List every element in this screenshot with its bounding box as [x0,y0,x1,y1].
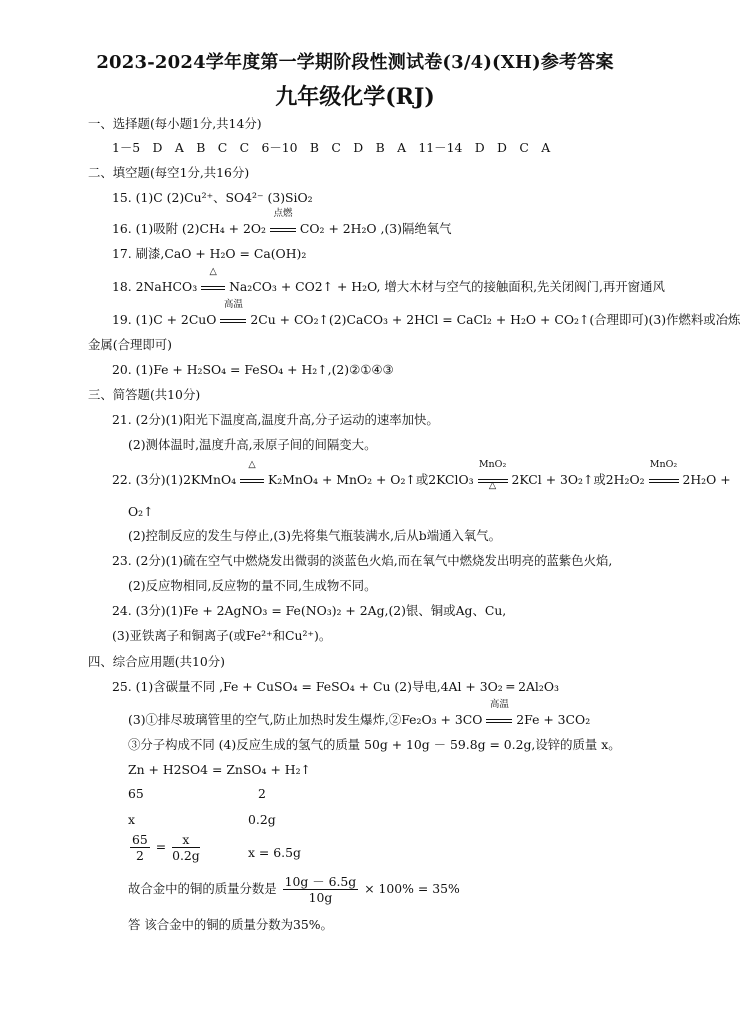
answer-19-continued: 金属(合理即可) [88,337,173,352]
answer-19 [112,299,740,328]
x-result: x = 6.5g [248,845,301,860]
answer-22-part4: 2H₂O + [682,472,731,487]
answer-22-part1: 22. (3分)(1)2KMnO₄ [112,472,237,487]
answer-25-3 [128,699,591,728]
answer-16-left: 16. (1)吸附 (2)CH₄ + 2O₂ [112,221,266,236]
choice-answers: 1－5 D A B C C 6－10 B C D B A 11－14 D D C A [112,140,551,155]
reaction-condition: △ [240,472,264,488]
molar-mass-zn: 65 [128,786,144,801]
fraction: $\frac{10g - 6.5g}{10g}$ [284,874,357,905]
reaction-condition: 高温 [220,312,246,328]
reaction-condition: MnO₂ [649,472,679,488]
answer-22-continued: O₂↑ [128,504,154,519]
proportion-equation: $\frac{65}{2}$ = $\frac{x}{0.2g}$ [132,832,200,863]
reaction-condition: △ [201,279,225,295]
molar-mass-h2: 2 [258,786,266,801]
answer-24-2: (3)亚铁离子和铜离子(或Fe²⁺和Cu²⁺)。 [112,628,332,643]
answer-24-1: 24. (3分)(1)Fe + 2AgNO₃ = Fe(NO₃)₂ + 2Ag,(2)银、铜或Ag、Cu, [112,603,507,618]
answer-19-right: 2Cu + CO₂↑(2)CaCO₃ + 2HCl = CaCl₂ + H₂O + CO₂↑(合理即可)(3)作燃料或冶炼 [250,312,740,327]
answer-25-3-right: 2Fe + 3CO₂ [516,712,591,727]
section-heading-3: 三、简答题(共10分) [88,387,201,402]
answer-18 [112,266,665,295]
answer-22 [112,459,731,491]
reaction-condition: 点燃 [270,221,296,237]
section-heading-2: 二、填空题(每空1分,共16分) [88,165,250,180]
section-heading-4: 四、综合应用题(共10分) [88,654,225,669]
reaction-condition: 高温 [486,712,512,728]
percentage-calculation: 故合金中的铜的质量分数是 $\frac{10g - 6.5g}{10g}$ × 100% = 35% [128,874,460,905]
answer-22-part3: 2KCl + 3O₂↑或2H₂O₂ [511,472,645,487]
hydrogen-mass: 0.2g [248,812,276,827]
answer-16 [112,208,452,237]
answer-22-part2: K₂MnO₄ + MnO₂ + O₂↑或2KClO₃ [267,472,474,487]
answer-16-right: CO₂ + 2H₂O ,(3)隔绝氧气 [299,221,452,236]
answer-23-1: 23. (2分)(1)硫在空气中燃烧发出微弱的淡蓝色火焰,而在氧气中燃烧发出明亮的蓝紫色火焰, [112,553,613,568]
final-answer: 答 该合金中的铜的质量分数为35%。 [128,917,333,932]
answer-18-right: Na₂CO₃ + CO2↑ + H₂O, 增大木材与空气的接触面积,先关闭阀门,再开窗通风 [229,279,665,294]
section-heading-1: 一、选择题(每小题1分,共14分) [88,116,262,131]
fraction: $\frac{x}{0.2g}$ [172,832,200,863]
answer-19-left: 19. (1)C + 2CuO [112,312,217,327]
answer-18-left: 18. 2NaHCO₃ [112,279,198,294]
answer-22-2: (2)控制反应的发生与停止,(3)先将集气瓶装满水,后从b端通入氧气。 [128,528,502,543]
answer-25-3-left: (3)①排尽玻璃管里的空气,防止加热时发生爆炸,②Fe₂O₃ + 3CO [128,712,483,727]
answer-17: 17. 刷漆,CaO + H₂O = Ca(OH)₂ [112,246,307,261]
unknown-x: x [128,812,135,827]
answer-21-2: (2)测体温时,温度升高,汞原子间的间隔变大。 [128,437,377,452]
answer-20: 20. (1)Fe + H₂SO₄ = FeSO₄ + H₂↑,(2)②①④③ [112,362,394,377]
fraction: $\frac{65}{2}$ [132,832,148,863]
answer-15: 15. (1)C (2)Cu²⁺、SO4²⁻ (3)SiO₂ [112,190,313,205]
page-subtitle: 九年级化学(RJ) [275,84,435,110]
page-title: 2023-2024学年度第一学期阶段性测试卷(3/4)(XH)参考答案 [96,52,614,73]
answer-23-2: (2)反应物相同,反应物的量不同,生成物不同。 [128,578,377,593]
reaction-condition: MnO₂ △ [478,459,507,491]
answer-25-4: ③分子构成不同 (4)反应生成的氢气的质量 50g + 10g － 59.8g = 0.2g,设锌的质量 x。 [128,737,621,752]
equation: Zn + H2SO4 = ZnSO₄ + H₂↑ [128,762,311,777]
answer-21-1: 21. (2分)(1)阳光下温度高,温度升高,分子运动的速率加快。 [112,412,439,427]
answer-25-1: 25. (1)含碳量不同 ,Fe + CuSO₄ = FeSO₄ + Cu (2)导电,4Al + 3O₂ ═ 2Al₂O₃ [112,679,559,694]
